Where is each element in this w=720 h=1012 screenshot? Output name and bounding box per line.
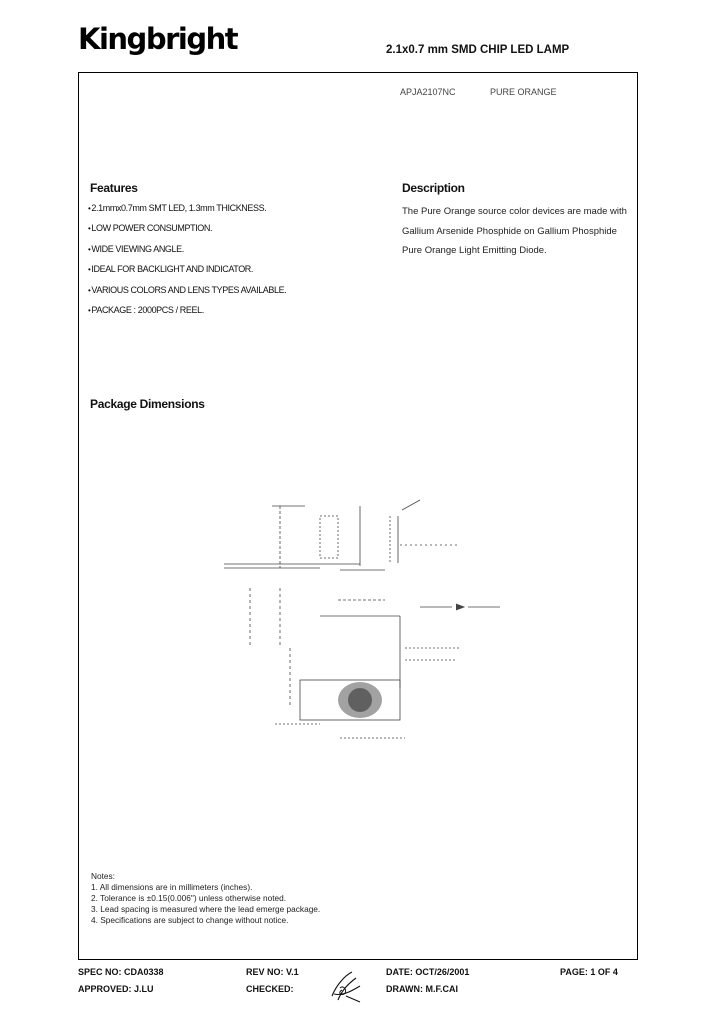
description-text: The Pure Orange source color devices are made with Gallium Arsenide Phosphide on Gallium Phosphide Pure Orange Light Emitting Diode. [402, 206, 627, 256]
document-date: DATE: OCT/26/2001 [386, 967, 470, 977]
note-item: 1. All dimensions are in millimeters (inches). [91, 882, 253, 892]
page-number: PAGE: 1 OF 4 [560, 967, 618, 977]
features-list [88, 201, 286, 323]
drawn-by: DRAWN: M.F.CAI [386, 984, 458, 994]
feature-item: • PACKAGE : 2000PCS / REEL. [88, 303, 286, 323]
signature-image [326, 966, 366, 1006]
spec-number: SPEC NO: CDA0338 [78, 967, 164, 977]
package-dimension-drawing [220, 488, 520, 748]
approved-by: APPROVED: J.LU [78, 984, 154, 994]
part-color: PURE ORANGE [490, 87, 557, 97]
part-number: APJA2107NC [400, 87, 456, 97]
note-item: 4. Specifications are subject to change without notice. [91, 915, 289, 925]
brand-logo: Kingbright [78, 22, 238, 56]
revision-number: REV NO: V.1 [246, 967, 299, 977]
note-item: 2. Tolerance is ±0.15(0.006") unless otherwise noted. [91, 893, 287, 903]
checked-by: CHECKED: [246, 984, 294, 994]
notes-block [91, 871, 320, 926]
document-title: 2.1x0.7 mm SMD CHIP LED LAMP [386, 44, 570, 56]
feature-item: • IDEAL FOR BACKLIGHT AND INDICATOR. [88, 262, 286, 282]
feature-item: • 2.1mmx0.7mm SMT LED, 1.3mm THICKNESS. [88, 201, 286, 221]
feature-item: • WIDE VIEWING ANGLE. [88, 242, 286, 262]
package-dimensions-heading: Package Dimensions [90, 397, 205, 411]
notes-title: Notes: [91, 871, 115, 881]
features-heading: Features [90, 181, 138, 195]
feature-item: • VARIOUS COLORS AND LENS TYPES AVAILABLE. [88, 283, 286, 303]
description-heading: Description [402, 181, 465, 195]
note-item: 3. Lead spacing is measured where the lead emerge package. [91, 904, 321, 914]
feature-item: • LOW POWER CONSUMPTION. [88, 221, 286, 241]
